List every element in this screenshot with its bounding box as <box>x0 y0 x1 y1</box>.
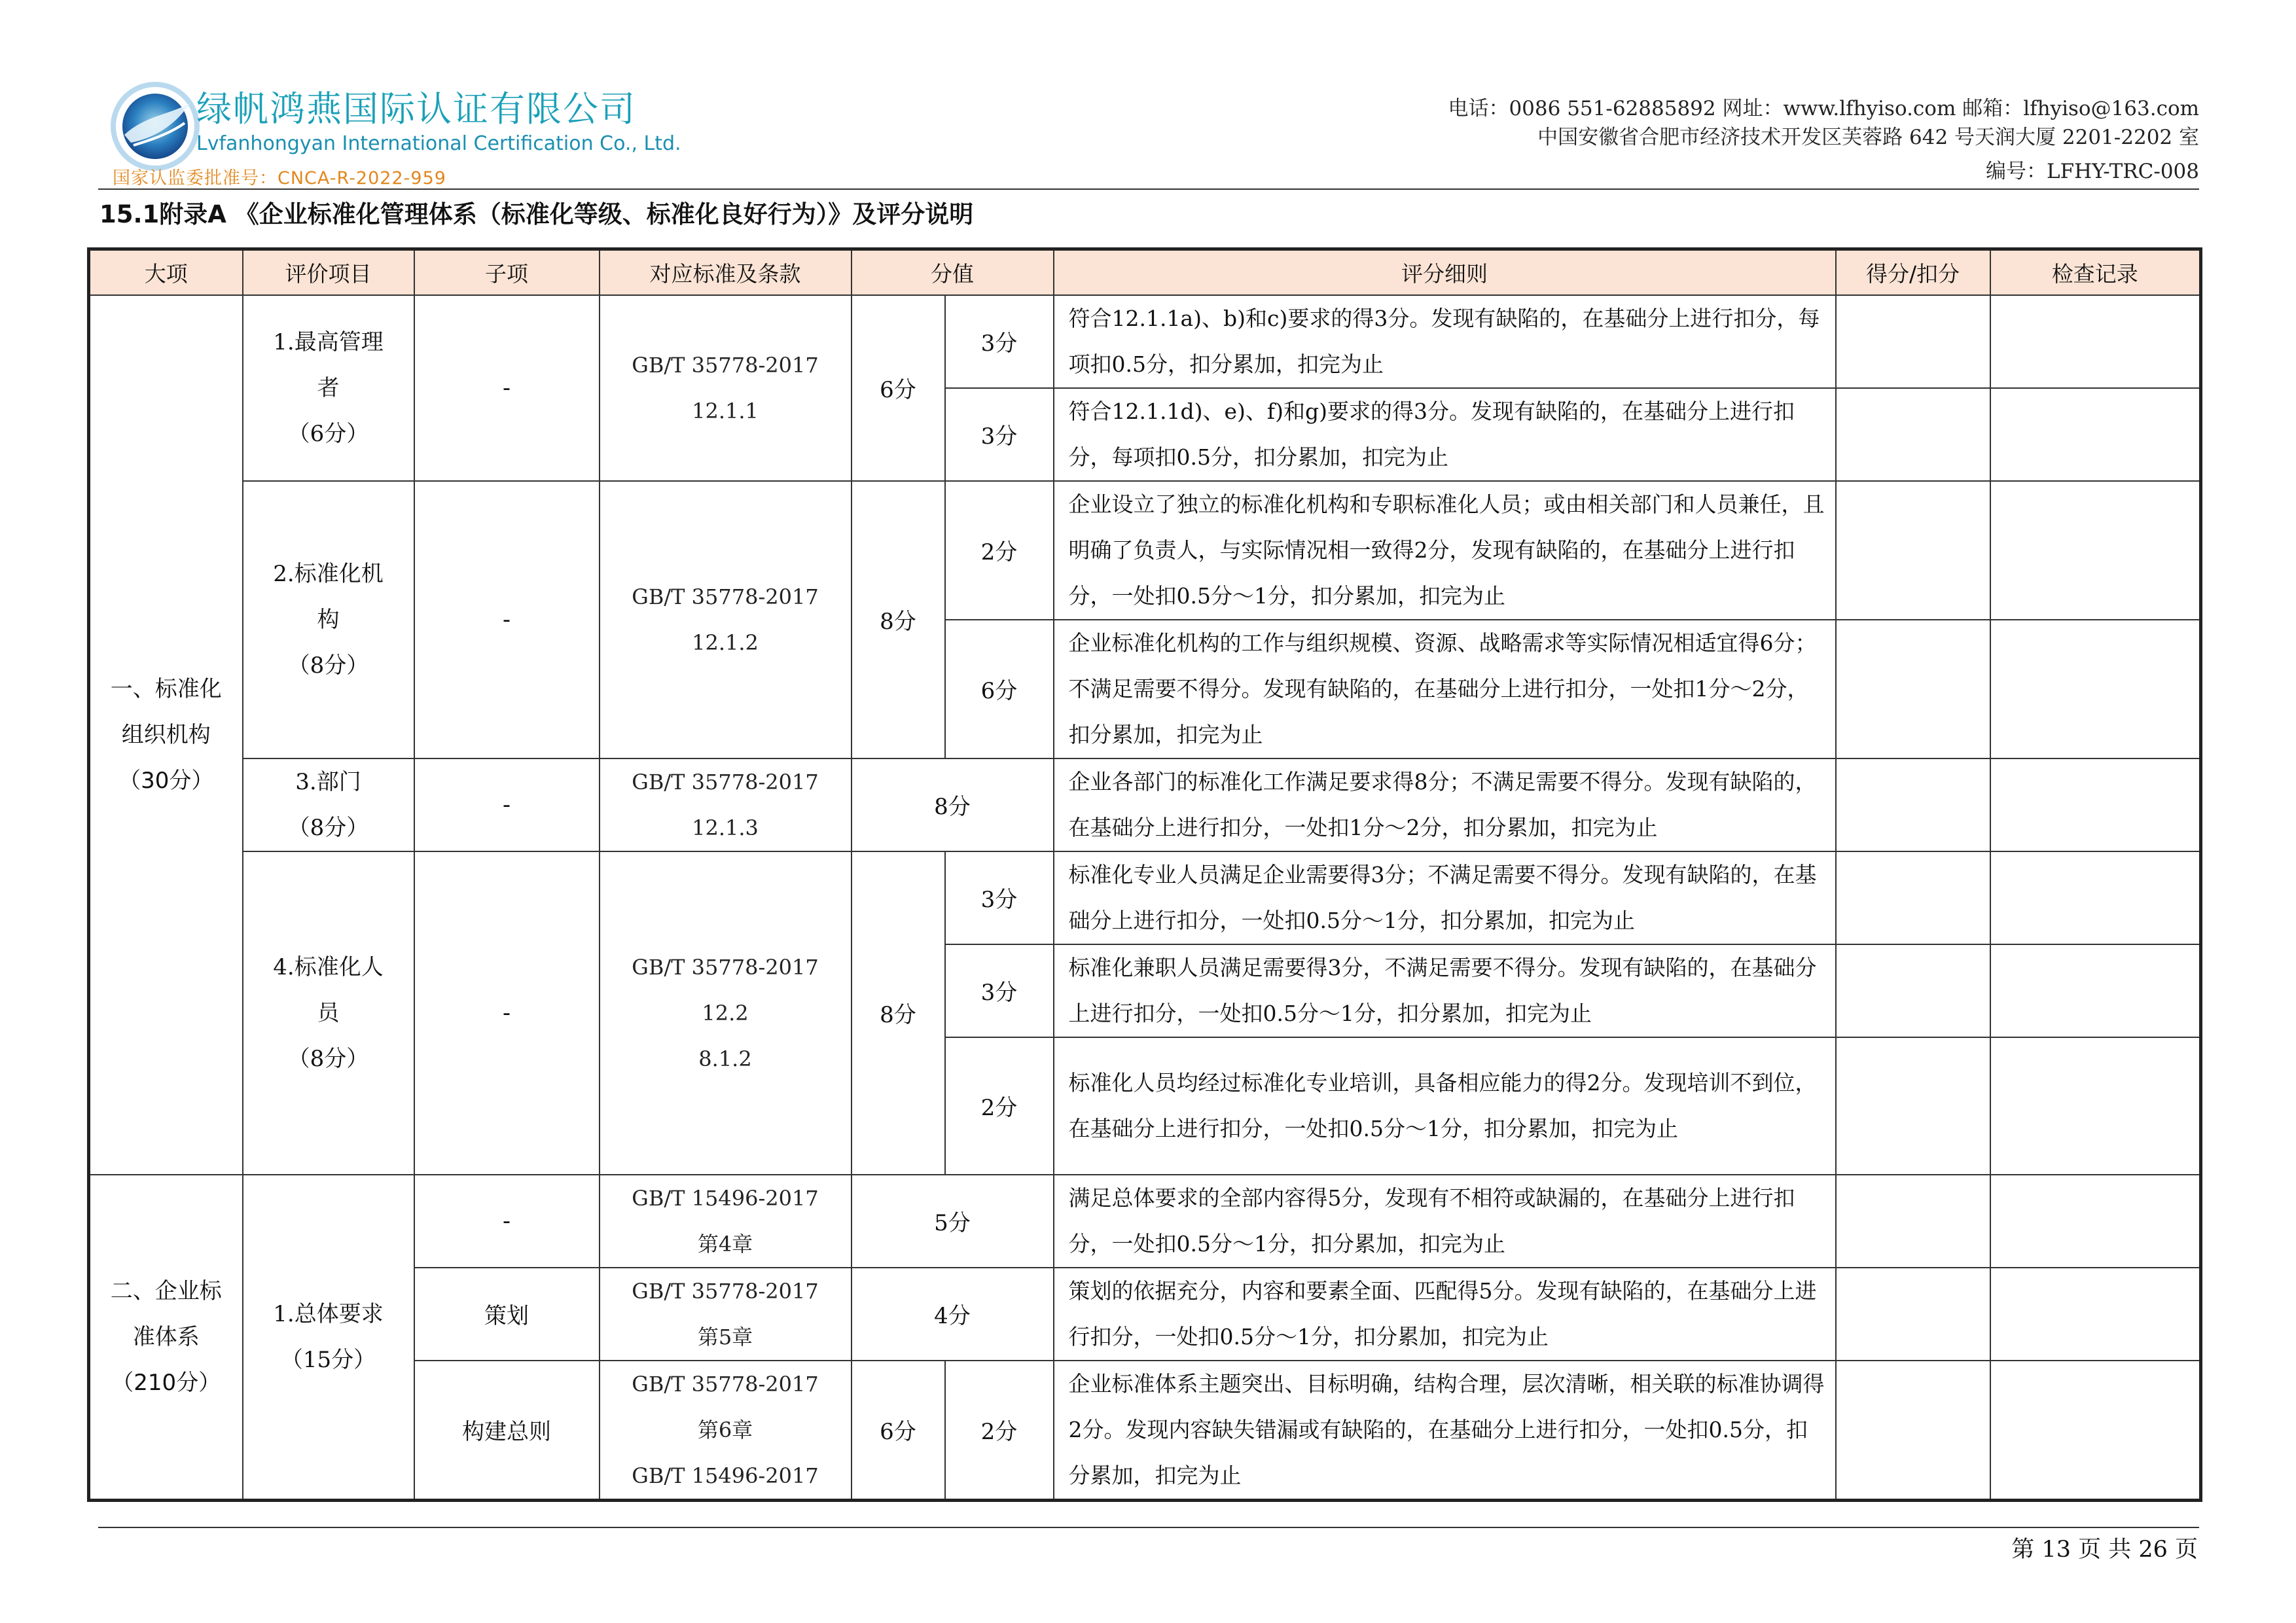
eval-item-cell: 4.标准化人 员 （8分） <box>243 851 414 1175</box>
standard-cell: GB/T 35778-2017 12.1.1 <box>600 295 852 481</box>
sub-item-cell: - <box>414 851 600 1175</box>
score-part-cell: 3分 <box>945 944 1054 1037</box>
table-row <box>89 1175 2201 1268</box>
points-input-cell[interactable] <box>1836 944 1990 1037</box>
scoring-table <box>87 247 2202 1502</box>
score-total-cell: 5分 <box>852 1175 1054 1268</box>
header-score: 分值 <box>852 249 1054 295</box>
sub-item-cell: - <box>414 481 600 758</box>
score-total-cell: 4分 <box>852 1268 1054 1361</box>
company-name-cn: 绿帆鸿燕国际认证有限公司 <box>196 88 636 130</box>
score-part-cell: 3分 <box>945 388 1054 481</box>
company-logo-icon <box>105 77 206 175</box>
record-input-cell[interactable] <box>1990 1037 2201 1175</box>
sub-item-cell: - <box>414 295 600 481</box>
points-input-cell[interactable] <box>1836 1037 1990 1175</box>
record-input-cell[interactable] <box>1990 295 2201 388</box>
rule-detail-cell: 标准化人员均经过标准化专业培训，具备相应能力的得2分。发现培训不到位，在基础分上进行扣分，一处扣0.5分～1分，扣分累加，扣完为止 <box>1054 1037 1836 1175</box>
points-input-cell[interactable] <box>1836 388 1990 481</box>
rule-detail-cell: 企业各部门的标准化工作满足要求得8分；不满足需要不得分。发现有缺陷的，在基础分上进行扣分，一处扣1分～2分，扣分累加，扣完为止 <box>1054 758 1836 851</box>
table-row <box>89 758 2201 851</box>
header-category: 大项 <box>89 249 243 295</box>
record-input-cell[interactable] <box>1990 1361 2201 1501</box>
points-input-cell[interactable] <box>1836 620 1990 758</box>
record-input-cell[interactable] <box>1990 758 2201 851</box>
eval-item-cell: 1.最高管理 者 （6分） <box>243 295 414 481</box>
rule-detail-cell: 策划的依据充分，内容和要素全面、匹配得5分。发现有缺陷的，在基础分上进行扣分，一处扣0.5分～1分，扣分累加，扣完为止 <box>1054 1268 1836 1361</box>
contact-info: 电话：0086 551-62885892 网址：www.lfhyiso.com 邮箱：lfhyiso@163.com <box>1448 97 2199 120</box>
eval-item-cell: 2.标准化机 构 （8分） <box>243 481 414 758</box>
record-input-cell[interactable] <box>1990 481 2201 620</box>
header-standard: 对应标准及条款 <box>600 249 852 295</box>
standard-cell: GB/T 35778-2017 12.1.3 <box>600 758 852 851</box>
header-sub-item: 子项 <box>414 249 600 295</box>
header-divider <box>98 188 2199 190</box>
header-points: 得分/扣分 <box>1836 249 1990 295</box>
sub-item-cell: - <box>414 1175 600 1268</box>
rule-detail-cell: 满足总体要求的全部内容得5分，发现有不相符或缺漏的，在基础分上进行扣分，一处扣0.5分～1分，扣分累加，扣完为止 <box>1054 1175 1836 1268</box>
points-input-cell[interactable] <box>1836 1175 1990 1268</box>
header-rules: 评分细则 <box>1054 249 1836 295</box>
standard-cell: GB/T 35778-2017 12.1.2 <box>600 481 852 758</box>
score-total-cell: 8分 <box>852 758 1054 851</box>
eval-item-cell: 1.总体要求 （15分） <box>243 1175 414 1501</box>
score-total-cell: 8分 <box>852 481 945 758</box>
record-input-cell[interactable] <box>1990 388 2201 481</box>
points-input-cell[interactable] <box>1836 758 1990 851</box>
score-part-cell: 6分 <box>945 620 1054 758</box>
score-part-cell: 2分 <box>945 481 1054 620</box>
rule-detail-cell: 符合12.1.1d)、e)、f)和g)要求的得3分。发现有缺陷的，在基础分上进行扣分，每项扣0.5分，扣分累加，扣完为止 <box>1054 388 1836 481</box>
score-total-cell: 6分 <box>852 1361 945 1501</box>
eval-item-cell: 3.部门 （8分） <box>243 758 414 851</box>
header-eval-item: 评价项目 <box>243 249 414 295</box>
record-input-cell[interactable] <box>1990 620 2201 758</box>
table-row <box>89 851 2201 944</box>
document-code: 编号：LFHY-TRC-008 <box>1986 160 2199 183</box>
table-row <box>89 295 2201 388</box>
points-input-cell[interactable] <box>1836 1268 1990 1361</box>
document-title: 15.1附录A 《企业标准化管理体系（标准化等级、标准化良好行为）》及评分说明 <box>99 200 974 228</box>
page-number: 第 13 页 共 26 页 <box>2011 1537 2198 1563</box>
rule-detail-cell: 企业标准化机构的工作与组织规模、资源、战略需求等实际情况相适宜得6分；不满足需要不得分。发现有缺陷的，在基础分上进行扣分，一处扣1分～2分，扣分累加，扣完为止 <box>1054 620 1836 758</box>
score-part-cell: 2分 <box>945 1361 1054 1501</box>
category-cell: 二、企业标 准体系 （210分） <box>89 1175 243 1501</box>
standard-cell: GB/T 15496-2017 第4章 <box>600 1175 852 1268</box>
rule-detail-cell: 企业设立了独立的标准化机构和专职标准化人员；或由相关部门和人员兼任，且明确了负责人，与实际情况相一致得2分，发现有缺陷的，在基础分上进行扣分，一处扣0.5分～1分，扣分累加，扣完为止 <box>1054 481 1836 620</box>
score-part-cell: 3分 <box>945 295 1054 388</box>
rule-detail-cell: 标准化专业人员满足企业需要得3分；不满足需要不得分。发现有缺陷的，在基础分上进行扣分，一处扣0.5分～1分，扣分累加，扣完为止 <box>1054 851 1836 944</box>
score-part-cell: 2分 <box>945 1037 1054 1175</box>
company-address: 中国安徽省合肥市经济技术开发区芙蓉路 642 号天润大厦 2201-2202 室 <box>1537 126 2199 149</box>
category-cell: 一、标准化 组织机构 （30分） <box>89 295 243 1175</box>
standard-cell: GB/T 35778-2017 第6章 GB/T 15496-2017 <box>600 1361 852 1501</box>
rule-detail-cell: 企业标准体系主题突出、目标明确，结构合理，层次清晰，相关联的标准协调得2分。发现内容缺失错漏或有缺陷的，在基础分上进行扣分，一处扣0.5分，扣分累加，扣完为止 <box>1054 1361 1836 1501</box>
standard-cell: GB/T 35778-2017 第5章 <box>600 1268 852 1361</box>
score-part-cell: 3分 <box>945 851 1054 944</box>
points-input-cell[interactable] <box>1836 1361 1990 1501</box>
record-input-cell[interactable] <box>1990 1268 2201 1361</box>
sub-item-cell: 构建总则 <box>414 1361 600 1501</box>
score-total-cell: 8分 <box>852 851 945 1175</box>
rule-detail-cell: 标准化兼职人员满足需要得3分，不满足需要不得分。发现有缺陷的，在基础分上进行扣分，一处扣0.5分～1分，扣分累加，扣完为止 <box>1054 944 1836 1037</box>
footer-divider <box>98 1527 2199 1528</box>
record-input-cell[interactable] <box>1990 944 2201 1037</box>
rule-detail-cell: 符合12.1.1a)、b)和c)要求的得3分。发现有缺陷的，在基础分上进行扣分，每项扣0.5分，扣分累加，扣完为止 <box>1054 295 1836 388</box>
certification-number: 国家认监委批准号：CNCA-R-2022-959 <box>113 168 446 188</box>
record-input-cell[interactable] <box>1990 1175 2201 1268</box>
table-header-row <box>89 249 2201 295</box>
sub-item-cell: - <box>414 758 600 851</box>
table-row <box>89 481 2201 620</box>
score-total-cell: 6分 <box>852 295 945 481</box>
points-input-cell[interactable] <box>1836 481 1990 620</box>
record-input-cell[interactable] <box>1990 851 2201 944</box>
sub-item-cell: 策划 <box>414 1268 600 1361</box>
points-input-cell[interactable] <box>1836 851 1990 944</box>
standard-cell: GB/T 35778-2017 12.2 8.1.2 <box>600 851 852 1175</box>
company-name-en: Lvfanhongyan International Certification Co., Ltd. <box>196 132 681 155</box>
header-record: 检查记录 <box>1990 249 2201 295</box>
points-input-cell[interactable] <box>1836 295 1990 388</box>
